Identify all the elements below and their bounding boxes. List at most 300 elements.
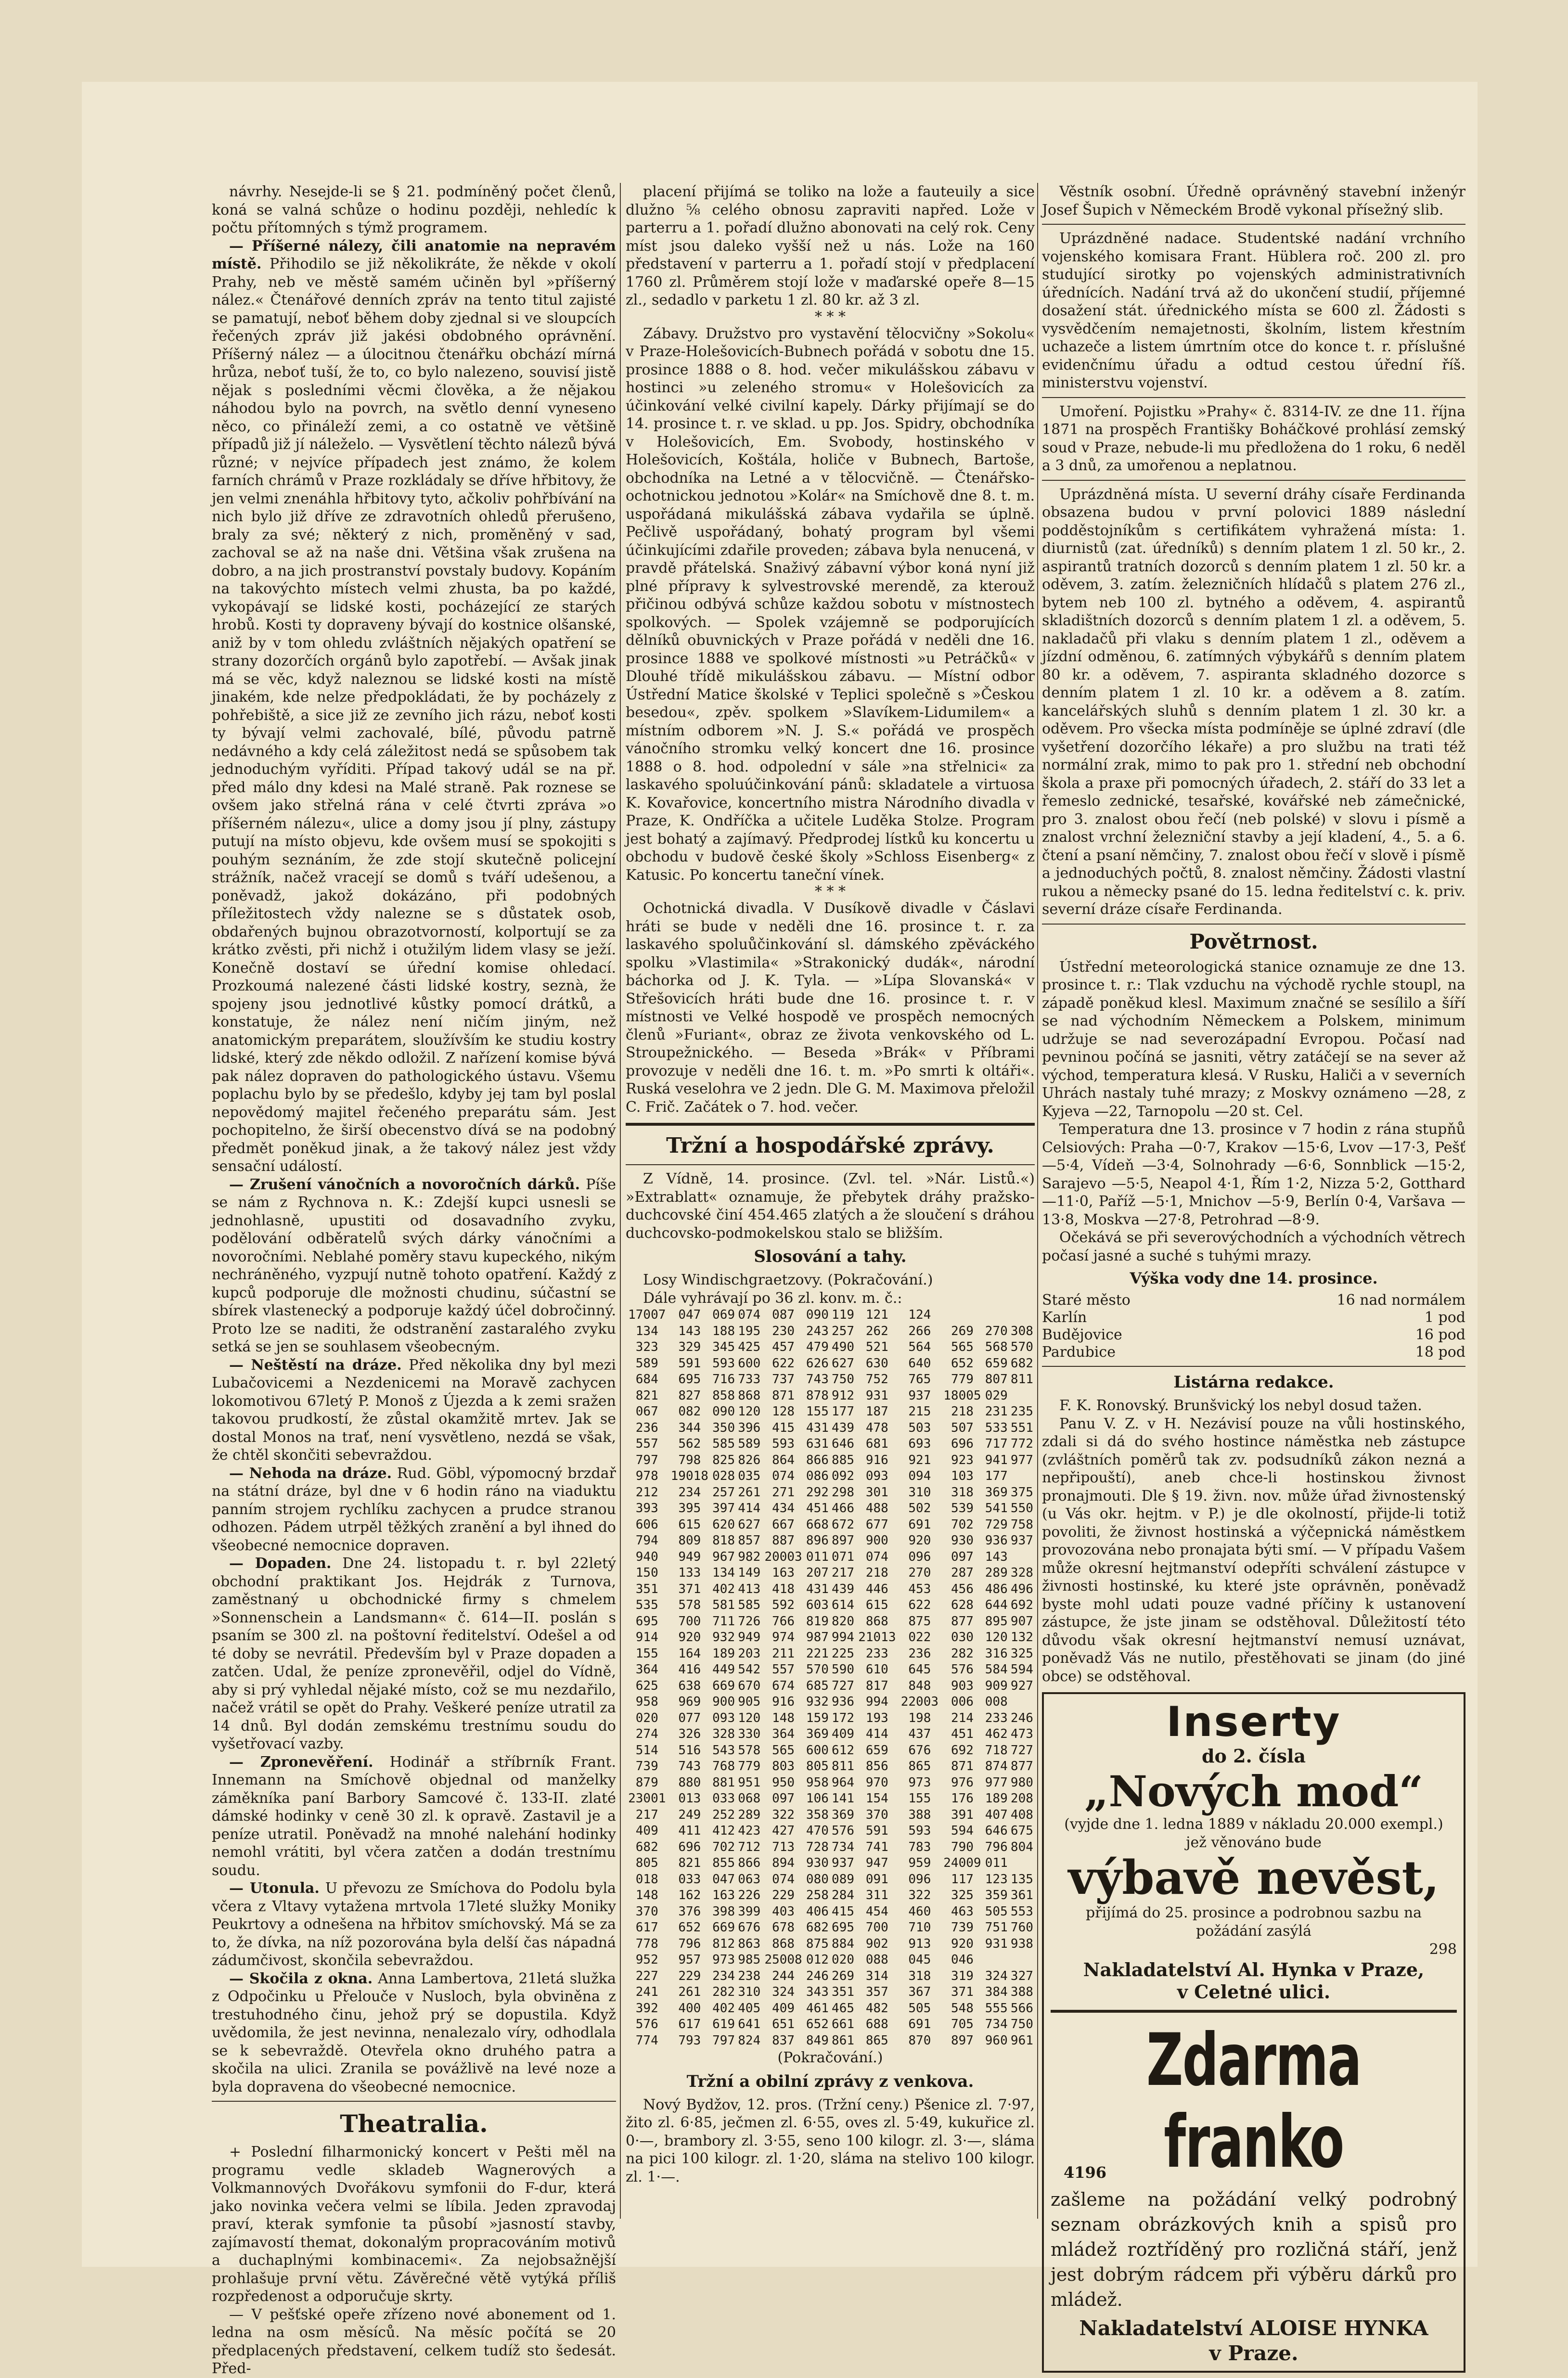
table-cell: 162 — [678, 1888, 701, 1902]
table-cell: 310 — [908, 1485, 931, 1500]
table-cell: 818 — [712, 1533, 735, 1548]
table-cell: 284 — [832, 1888, 855, 1902]
table-cell: 214 — [951, 1710, 974, 1725]
table-cell: 120 — [985, 1630, 1008, 1645]
paragraph: placení přijímá se toliko na lože a fauteuily a sice dlužno ⅝ celého obnosu zapraviti napřed. Lože v parterru a 1. pořadí dlužno abonovati na celý rok. Ceny míst jsou daleko vyšší než u nás. Lože na 160 představení v parterru a 1. pořadí stojí v předplacení 1760 zl. Průměrem stojí lože v maďarské opeře 8—15 zl., sedadlo v parketu 1 zl. 80 kr. až 3 zl. — [626, 183, 1035, 308]
table-cell: 950 — [772, 1775, 795, 1790]
table-cell: 913 — [908, 1936, 931, 1951]
table-cell: 871 — [772, 1388, 795, 1403]
table-row — [626, 2033, 1035, 2049]
table-cell: 246 — [806, 1968, 829, 1983]
table-cell: 897 — [951, 2033, 974, 2048]
table-row — [626, 1984, 1035, 2001]
table-cell: 819 — [806, 1614, 829, 1629]
table-cell: 606 — [635, 1517, 658, 1532]
table-cell: 323 — [635, 1340, 658, 1354]
table-cell: 350 — [712, 1420, 735, 1435]
table-cell: 16 pod — [1415, 1326, 1465, 1343]
table-cell: 217 — [635, 1807, 658, 1822]
table-cell: 615 — [865, 1598, 888, 1612]
table-cell: 550 — [1010, 1501, 1033, 1516]
ad-line: do 2. čísla — [1201, 1745, 1306, 1767]
divider — [1042, 397, 1465, 398]
table-cell: 082 — [678, 1404, 701, 1419]
table-cell: 456 — [951, 1581, 974, 1596]
table-row — [626, 1549, 1035, 1566]
table-cell: 543 — [712, 1743, 735, 1758]
table-cell: 406 — [806, 1904, 829, 1919]
table-cell: 803 — [772, 1759, 795, 1774]
table-cell: 086 — [806, 1469, 829, 1483]
table-cell: 463 — [951, 1904, 974, 1919]
paragraph: — V pešťské opeře zřízeno nové abonement od 1. ledna na osm měsíců. Na měsíc počítá se 20 předplacených představení, celkem tudíž sto šedesát. Před- — [212, 2306, 616, 2377]
table-row — [626, 1307, 1035, 1324]
table-cell: 551 — [1010, 1420, 1033, 1435]
table-cell: 221 — [806, 1646, 829, 1661]
table-cell: 562 — [678, 1437, 701, 1451]
table-cell: 427 — [772, 1824, 795, 1838]
table-cell: 069 — [712, 1308, 735, 1322]
table-cell: 533 — [985, 1420, 1008, 1435]
table-cell: 403 — [772, 1904, 795, 1919]
table-cell: 937 — [908, 1388, 931, 1403]
table-cell: 269 — [832, 1968, 855, 1983]
table-cell: 693 — [908, 1437, 931, 1451]
table-cell: 521 — [865, 1340, 888, 1354]
table-cell: 119 — [832, 1308, 855, 1322]
separator-stars: * * * — [814, 308, 846, 325]
table-cell: 008 — [985, 1695, 1008, 1709]
table-cell: 172 — [832, 1710, 855, 1725]
table-cell: 159 — [806, 1710, 829, 1725]
divider — [1042, 1366, 1465, 1367]
table-cell: 646 — [985, 1824, 1008, 1838]
table-row — [1042, 1326, 1465, 1344]
article-nestesti — [212, 1356, 616, 1465]
table-cell: 262 — [865, 1324, 888, 1338]
table-cell: 557 — [635, 1437, 658, 1451]
table-cell: 217 — [832, 1566, 855, 1580]
table-cell: 462 — [985, 1727, 1008, 1741]
table-row — [626, 1743, 1035, 1759]
table-cell: 797 — [712, 2033, 735, 2048]
table-cell: 154 — [865, 1791, 888, 1806]
table-cell: 970 — [865, 1775, 888, 1790]
table-cell: 817 — [865, 1678, 888, 1693]
table-cell: 895 — [985, 1614, 1008, 1629]
article-zpronevereni — [212, 1753, 616, 1880]
table-cell: 270 — [908, 1566, 931, 1580]
table-row — [626, 1485, 1035, 1501]
ad-free-headline: Zdarma franko — [1146, 2018, 1361, 2184]
table-cell: 878 — [806, 1388, 829, 1403]
table-cell: 628 — [951, 1598, 974, 1612]
table-cell: 482 — [865, 2001, 888, 2016]
table-cell: 937 — [1010, 1533, 1033, 1548]
table-cell: 155 — [635, 1646, 658, 1661]
table-row — [1042, 1309, 1465, 1326]
table-cell: 163 — [712, 1888, 735, 1902]
table-cell: 659 — [865, 1743, 888, 1758]
table-cell: 282 — [712, 1985, 735, 1999]
column-2 — [626, 183, 1035, 2186]
table-cell: 230 — [772, 1324, 795, 1338]
table-cell: 229 — [678, 1968, 701, 1983]
table-cell: 093 — [865, 1469, 888, 1483]
table-cell: 668 — [806, 1517, 829, 1532]
paragraph: Z Vídně, 14. prosince. (Zvl. tel. »Nár. Listů.«) »Extrablatt« oznamuje, že přebytek dráhy pražsko-duchcovské činí 454.465 zlatých a že sloučení s dráhou duchcovsko-podmokelskou stalo se bližším. — [626, 1170, 1035, 1242]
table-cell: 807 — [985, 1372, 1008, 1387]
table-cell: 033 — [712, 1791, 735, 1806]
table-cell: 871 — [951, 1759, 974, 1774]
table-row — [626, 1356, 1035, 1372]
table-cell: 473 — [1010, 1727, 1033, 1741]
table-cell: 868 — [772, 1936, 795, 1951]
table-cell: 809 — [678, 1533, 701, 1548]
table-cell: 357 — [865, 1985, 888, 1999]
article-dopaden — [212, 1555, 616, 1753]
table-cell: 617 — [678, 2017, 701, 2031]
table-cell: 067 — [635, 1404, 658, 1419]
table-cell: 864 — [772, 1453, 795, 1467]
table-cell: 700 — [678, 1614, 701, 1629]
table-cell: 737 — [772, 1372, 795, 1387]
table-row — [626, 1646, 1035, 1662]
table-cell: 289 — [738, 1807, 761, 1822]
table-cell: 1 pod — [1424, 1309, 1465, 1326]
table-cell: 652 — [678, 1920, 701, 1935]
table-cell: 351 — [635, 1581, 658, 1596]
table-cell: 585 — [738, 1598, 761, 1612]
table-cell: 20003 — [764, 1549, 802, 1564]
divider — [212, 2101, 616, 2102]
table-cell: 638 — [678, 1678, 701, 1693]
table-row — [626, 1533, 1035, 1549]
table-cell: 087 — [772, 1308, 795, 1322]
table-cell: 603 — [806, 1598, 829, 1612]
table-cell: 711 — [712, 1614, 735, 1629]
table-row — [626, 2017, 1035, 2033]
table-cell: 405 — [738, 2001, 761, 2016]
table-cell: 274 — [635, 1727, 658, 1741]
paragraph: Panu V. Z. v H. Nezávisí pouze na vůli hostinského, zdali si dá do svého hostince náměstka neb zástupce (zvláštních poměrů tak zv. podsudníků zákon nezná a nepřipouští), aneb chce-li hostinskou živnost pronajmouti. Dle § 19. živn. nov. může úřad živnostenský (u Vás okr. hejtm. v P.) je dle okolností, přijde-li totiž povoliti, že živnost hostinská a výčepnická náměstkem provozována nebo pronajata býti smí. — V případu Vašem může okresní hejtmanství odepříti schválení zástupce v živnosti hostinské, ku které jste oprávněn, poněvadž byste mohl udati pouze vadné příčiny k ustanovení zástupce, že jste jinam se odstěhoval. Důležitostí této důvodu však okresní hejtmanství nemusí uznávat, poněvadž Vás ne nutilo, přestěhovati se jinam (do jiné obce) se odstěhoval. — [1042, 1415, 1465, 1685]
table-cell: 18 pod — [1415, 1344, 1465, 1361]
table-cell: 796 — [678, 1936, 701, 1951]
table-cell: 074 — [865, 1549, 888, 1564]
table-cell: 409 — [772, 2001, 795, 2016]
table-cell: 739 — [635, 1759, 658, 1774]
table-cell: 760 — [1010, 1920, 1033, 1935]
table-cell: 974 — [772, 1630, 795, 1645]
table-cell: 959 — [908, 1856, 931, 1870]
table-cell: 345 — [712, 1340, 735, 1354]
paragraph-zabavy: Zábavy. Družstvo pro vystavění tělocvičny »Sokolu« v Praze-Holešovicích-Bubnech pořádá v sobotu dne 15. prosince 1888 o 8. hod. večer mikulášskou zábavu v hostinci »u zeleného stromu« v Holešovicích za účinkování velké civilní kapely. Dárky přijímají se do 14. prosince t. r. ve sklad. u pp. Jos. Spidry, obchodníka v Holešovicích, Em. Svobody, hostinského v Holešovicích, Koštála, holiče v Bubnech, Bartoše, obchodníka na Letné a v tělocvičně. — Čtenářsko-ochotnickou jednotou »Kolár« na Smíchově dne 8. t. m. uspořádaná mikulášská zábava vydařila se úplně. Pečlivě uspořádaný, bohatý program byl všemi účinkujícími zdařile proveden; zábava byla nenucená, v pravdě přátelská. Snaživý zábavní výbor koná nyní již plné přípravy k sylvestrovské merendě, za kterouž přičinou odbývá schůze každou sobotu v místnostech spolkových. — Spolek vzájemně se podporujících dělníků obuvnických v Praze pořádá v neděli dne 16. prosince 1888 ve spolkové místnosti »u Petráčků« v Dlouhé třídě mikulášskou zábavu. — Místní odbor Ústřední Matice školské v Teplici společně s »Českou besedou«, zpěv. spolkem »Slavíkem-Lidumilem« a místním odborem »N. J. S.« pořádá ve prospěch vánočního stromku velký koncert dne 16. prosince 1888 o 8. hod. odpolední v sále »na střelnici« za laskavého spoluúčinkování pánů: skladatele a virtuosa K. Kovařovice, koncertního mistra Národního divadla v Praze, K. Ondříčka a učitele Luděka Stolze. Program jest bohatý a zajímavý. Předprodej lístků ku koncertu u obchodu v budově české školy »Schloss Eisenberg« z Katusic. Po koncertu taneční vínek. — [626, 325, 1035, 884]
table-cell: 696 — [678, 1839, 701, 1854]
table-cell: 589 — [635, 1356, 658, 1371]
table-cell: 507 — [951, 1420, 974, 1435]
table-cell: 218 — [865, 1566, 888, 1580]
table-cell: 555 — [985, 2001, 1008, 2016]
table-cell: 677 — [865, 1517, 888, 1532]
table-cell: 461 — [806, 2001, 829, 2016]
table-cell: 765 — [908, 1372, 931, 1387]
table-cell: 615 — [678, 1517, 701, 1532]
table-row — [626, 1678, 1035, 1695]
table-cell: 743 — [678, 1759, 701, 1774]
table-row — [626, 1597, 1035, 1614]
table-cell: 330 — [738, 1727, 761, 1741]
table-cell: 271 — [772, 1485, 795, 1500]
table-row — [626, 1630, 1035, 1646]
table-cell: 364 — [772, 1727, 795, 1741]
table-cell: 431 — [806, 1581, 829, 1596]
table-row — [626, 1324, 1035, 1340]
table-cell: 318 — [908, 1968, 931, 1983]
article-heading: — Zrušení vánočních a novoročních dárků. — [229, 1176, 580, 1193]
section-title-theatralia: Theatralia. — [340, 2109, 488, 2138]
table-cell: 310 — [738, 1985, 761, 1999]
water-level-table — [1042, 1292, 1465, 1361]
table-cell: 215 — [908, 1404, 931, 1419]
table-cell: 411 — [678, 1824, 701, 1838]
table-cell: 211 — [772, 1646, 795, 1661]
table-cell: 669 — [712, 1678, 735, 1693]
table-cell: 148 — [772, 1710, 795, 1725]
table-cell: 047 — [678, 1308, 701, 1322]
table-cell: 626 — [806, 1356, 829, 1371]
table-cell: 425 — [738, 1340, 761, 1354]
table-cell: 675 — [1010, 1824, 1033, 1838]
table-cell: 772 — [1010, 1437, 1033, 1451]
table-cell: 193 — [865, 1710, 888, 1725]
ad-line: (vyjde dne 1. ledna 1889 v nákladu 20.000 exempl.) — [1064, 1816, 1443, 1833]
table-cell: 063 — [738, 1872, 761, 1887]
table-cell: 502 — [908, 1501, 931, 1516]
table-cell: 226 — [738, 1888, 761, 1902]
table-cell: 369 — [806, 1727, 829, 1741]
table-cell: 766 — [772, 1614, 795, 1629]
table-cell: 849 — [806, 2033, 829, 2048]
table-cell: 692 — [951, 1743, 974, 1758]
table-cell: 375 — [1010, 1485, 1033, 1500]
ad-title: Inserty — [1166, 1698, 1341, 1746]
article-zruseni — [212, 1176, 616, 1356]
table-cell: 622 — [908, 1598, 931, 1612]
table-cell: 796 — [985, 1839, 1008, 1854]
table-cell: 652 — [806, 2017, 829, 2031]
table-cell: 726 — [738, 1614, 761, 1629]
table-cell: 326 — [678, 1727, 701, 1741]
table-cell: 21013 — [858, 1630, 896, 1645]
table-cell: 117 — [951, 1872, 974, 1887]
table-row — [626, 1420, 1035, 1437]
table-cell: 258 — [806, 1888, 829, 1902]
subsection-slosovani: Slosování a tahy. — [754, 1247, 907, 1266]
article-heading: — Skočila z okna. — [229, 1970, 373, 1987]
table-cell: 496 — [1010, 1581, 1033, 1596]
table-cell: 505 — [908, 2001, 931, 2016]
table-row — [626, 1710, 1035, 1727]
table-cell: 011 — [806, 1549, 829, 1564]
table-cell: 695 — [832, 1920, 855, 1935]
table-cell: 994 — [832, 1630, 855, 1645]
table-cell: 985 — [738, 1953, 761, 1967]
table-cell: 938 — [1010, 1936, 1033, 1951]
table-cell: 936 — [832, 1695, 855, 1709]
table-cell: 797 — [635, 1453, 658, 1467]
table-row — [626, 1501, 1035, 1517]
table-cell: 233 — [985, 1710, 1008, 1725]
table-cell: 826 — [738, 1453, 761, 1467]
table-cell: 257 — [712, 1485, 735, 1500]
paragraph: Nový Bydžov, 12. pros. (Tržní ceny.) Pšenice zl. 7·97, žito zl. 6·85, ječmen zl. 6·55, oves zl. 5·49, kukuřice zl. 0·—, brambory zl. 3·55, seno 100 kilogr. zl. 3·—, sláma na pici 100 kilogr. zl. 1·20, sláma na stelivo 100 kilogr. zl. 1·—. — [626, 2096, 1035, 2185]
table-cell: 652 — [951, 1356, 974, 1371]
table-cell: 408 — [1010, 1807, 1033, 1822]
table-cell: 541 — [985, 1501, 1008, 1516]
table-cell: 865 — [865, 2033, 888, 2048]
paragraph: Temperatura dne 13. prosince v 7 hodin z rána stupňů Celsiových: Praha —0·7, Krakov —15·6, Lvov —17·3, Pešť —5·4, Vídeň —3·4, Solnohrady —6·6, Sonnblick —15·2, Sarajevo —5·5, Neapol 4·1, Řím 1·2, Nizza 5·2, Gotthard —11·0, Paříž —5·1, Mnichov —5·9, Berlín 0·4, Varšava —13·8, Moskva —27·8, Petrohrad —8·9. — [1042, 1121, 1465, 1228]
table-cell: 912 — [832, 1388, 855, 1403]
table-cell: 244 — [772, 1968, 795, 1983]
table-cell: 319 — [951, 1968, 974, 1983]
table-cell: 074 — [738, 1308, 761, 1322]
table-row — [626, 1920, 1035, 1936]
table-cell: 187 — [865, 1404, 888, 1419]
table-cell: 914 — [635, 1630, 658, 1645]
table-cell: 794 — [635, 1533, 658, 1548]
ad-publisher: Nakladatelství ALOISE HYNKA — [1079, 2316, 1428, 2340]
table-cell: 881 — [712, 1775, 735, 1790]
table-cell: 088 — [865, 1953, 888, 1967]
table-cell: 134 — [635, 1324, 658, 1338]
table-cell: 676 — [738, 1920, 761, 1935]
table-cell: 811 — [1010, 1372, 1033, 1387]
section-title-trzni: Tržní a hospodářské zprávy. — [666, 1133, 994, 1158]
table-cell: 486 — [985, 1581, 1008, 1596]
table-cell: 030 — [951, 1630, 974, 1645]
table-cell: 25008 — [764, 1953, 802, 1967]
table-cell: 141 — [832, 1791, 855, 1806]
table-cell: Karlín — [1042, 1309, 1087, 1326]
table-cell: 977 — [1010, 1453, 1033, 1467]
paragraph: Očekává se při severovýchodních a východních větrech počasí jasné a suché s tuhými mrazy. — [1042, 1229, 1465, 1264]
table-cell: 270 — [985, 1324, 1008, 1338]
table-cell: 874 — [985, 1759, 1008, 1774]
table-cell: 987 — [806, 1630, 829, 1645]
table-cell: 103 — [951, 1469, 974, 1483]
table-cell: 322 — [772, 1807, 795, 1822]
table-cell: 149 — [738, 1566, 761, 1580]
table-cell: 388 — [1010, 1985, 1033, 1999]
table-cell: 316 — [985, 1646, 1008, 1661]
table-cell: 631 — [806, 1437, 829, 1451]
table-cell: 811 — [832, 1759, 855, 1774]
table-cell: 257 — [832, 1324, 855, 1338]
table-cell: 921 — [908, 1453, 931, 1467]
table-cell: 678 — [772, 1920, 795, 1935]
table-cell: 370 — [635, 1904, 658, 1919]
table-cell: 900 — [865, 1533, 888, 1548]
table-cell: 661 — [832, 2017, 855, 2031]
table-row — [626, 2001, 1035, 2017]
table-cell: 682 — [1010, 1356, 1033, 1371]
table-cell: 261 — [738, 1485, 761, 1500]
table-cell: 308 — [1010, 1324, 1033, 1338]
table-cell: 695 — [635, 1614, 658, 1629]
table-cell: 071 — [832, 1549, 855, 1564]
table-cell: 045 — [908, 1953, 931, 1967]
table-cell: 932 — [806, 1695, 829, 1709]
table-cell: 696 — [951, 1437, 974, 1451]
table-cell: 857 — [738, 1533, 761, 1548]
table-cell: 578 — [738, 1743, 761, 1758]
table-cell: 133 — [678, 1566, 701, 1580]
table-cell: 096 — [908, 1872, 931, 1887]
table-cell: 020 — [635, 1710, 658, 1725]
table-cell: 691 — [908, 2017, 931, 2031]
table-cell: 774 — [635, 2033, 658, 2048]
article-body: Píše se nám z Rychnova n. K.: Zdejší kupci usnesli se jednohlasně, upustiti od dosavadního zvyku, podělování odběratelů svých dárky vánočními a novoročními. Neblahé poměry stavu kupeckého, nikým nechráněného, vyzpují nutně tohoto opatření. Každý z kupců podporuje dle možnosti chudinu, súčastní se sbírek vlastenecký a podporuje každý účel dobročinný. Proto lze se naditi, že odstranění zastaralého zvyku setká se jen se souhlasem všeobecným. — [212, 1176, 616, 1355]
table-cell: 982 — [738, 1549, 761, 1564]
table-cell: 896 — [806, 1533, 829, 1548]
table-cell: 710 — [908, 1920, 931, 1935]
table-cell: 682 — [635, 1839, 658, 1854]
article-body: Dne 24. listopadu t. r. byl 22letý obchodní praktikant Jos. Hejdrák z Turnova, zaměstnaný u obchodnické firmy s chmelem »Sonnenschein a Landsmann« č. 614—II. poslán s psaním se 300 zl. na poštovní ředitelství. Odešel a od té doby se nevrátil. Především byl v Praze dopaden a zatčen. Udal, že peníze zpronevěřil, odjel do Vídně, aby si prý vyhledal nějaké místo, což se mu nezdařilo, načež vrátil se opět do Prahy. Veškeré peníze utratil za 14 dnů. Byl dodán zemskému trestnímu soudu do vyšetřovací vazby. — [212, 1555, 616, 1752]
table-cell: 927 — [1010, 1678, 1033, 1693]
table-cell: 516 — [678, 1743, 701, 1758]
table-cell: 768 — [712, 1759, 735, 1774]
table-cell: 143 — [985, 1549, 1008, 1564]
table-cell: 590 — [832, 1662, 855, 1677]
table-cell: 958 — [806, 1775, 829, 1790]
table-cell: 17007 — [628, 1308, 666, 1322]
table-cell: 074 — [772, 1872, 795, 1887]
table-cell: 875 — [908, 1614, 931, 1629]
table-cell: 361 — [1010, 1888, 1033, 1902]
table-cell: 712 — [738, 1839, 761, 1854]
table-cell: 868 — [738, 1388, 761, 1403]
table-cell: 238 — [738, 1968, 761, 1983]
table-cell: 135 — [1010, 1872, 1033, 1887]
table-row — [1042, 1344, 1465, 1361]
table-cell: 682 — [806, 1920, 829, 1935]
table-cell: 177 — [985, 1469, 1008, 1483]
table-cell: 750 — [1010, 2017, 1033, 2031]
table-row — [626, 1888, 1035, 1904]
table-cell: 097 — [951, 1549, 974, 1564]
paragraph-nadace: Uprázdněné nadace. Studentské nadání vrchního vojenského komisara Frant. Hüblera roč. 200 zl. pro studující sirotky po vojenských administrativních úřednících. Nadání trvá až do ukončení studií, příjemné dosažení stát. úřednického místa se 600 zl. Žádosti s vysvědčením nemajetnosti, školním, listem křestním uchazeče a listem úmrtním otce do konce t. r. příslušné evidenčnímu úřadu a odtud cestou úřední říš. ministerstvu vojenství. — [1042, 230, 1465, 391]
table-cell: 620 — [712, 1517, 735, 1532]
table-cell: 195 — [738, 1324, 761, 1338]
table-cell: 557 — [772, 1662, 795, 1677]
table-cell: 641 — [738, 2017, 761, 2031]
table-cell: 646 — [832, 1437, 855, 1451]
table-cell: 672 — [832, 1517, 855, 1532]
table-cell: 325 — [1010, 1646, 1033, 1661]
table-row — [626, 1807, 1035, 1824]
divider — [1051, 2010, 1457, 2013]
table-cell: 314 — [865, 1968, 888, 1983]
paragraph: návrhy. Nesejde-li se § 21. podmíněný počet členů, koná se valná schůze o hodinu později, nehledíc k počtu přítomných s týmž programem. — [212, 183, 616, 236]
table-cell: 423 — [738, 1824, 761, 1838]
table-cell: 821 — [635, 1388, 658, 1403]
column-rule — [620, 183, 621, 2219]
table-cell: 241 — [635, 1985, 658, 1999]
table-cell: 234 — [712, 1968, 735, 1983]
paragraph-umoreni: Umoření. Pojistku »Prahy« č. 8314-IV. ze dne 11. října 1871 na prospěch Františky Boháčkové prohlásí zemský soud v Praze, nebude-li mu předložena do 1 roku, 6 neděl a 3 dnů, za umořenou a neplatnou. — [1042, 403, 1465, 474]
table-cell: 861 — [832, 2033, 855, 2048]
table-cell: 651 — [772, 2017, 795, 2031]
